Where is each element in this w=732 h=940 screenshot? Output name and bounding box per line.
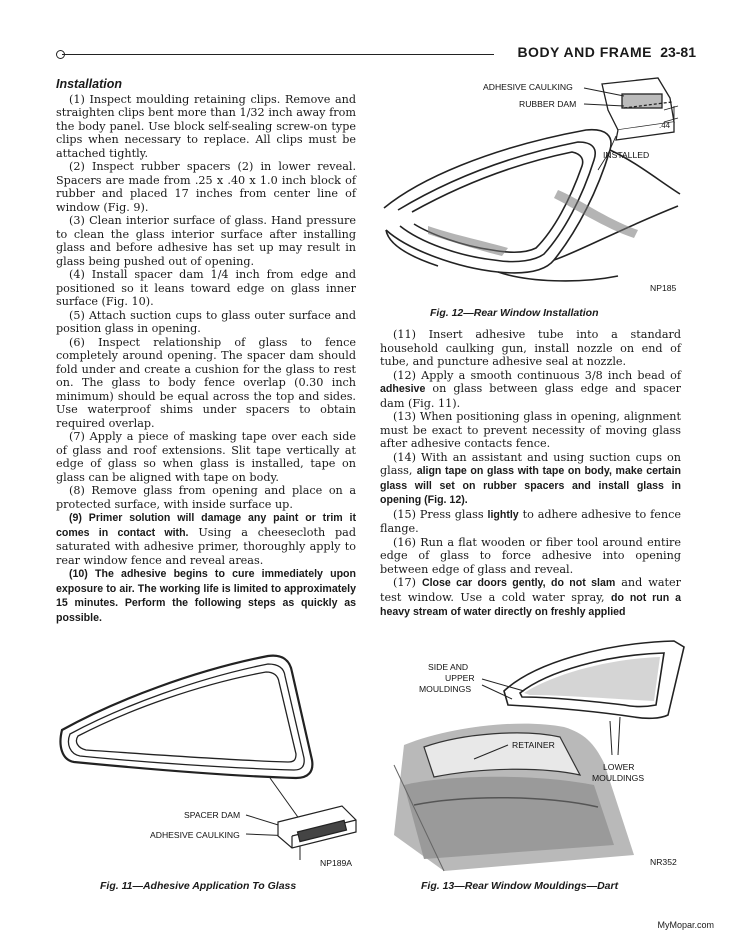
page-number: 23-81 bbox=[660, 44, 696, 60]
fig11-caption: Fig. 11—Adhesive Application To Glass bbox=[100, 880, 297, 892]
fig13-label-lower-1: LOWER bbox=[603, 762, 635, 772]
fig13-label-retainer: RETAINER bbox=[512, 740, 555, 750]
step-2: (2) Inspect rubber spacers (2) in lower reveal. Spacers are made from .25 x .40 x 1.0 inch block of rubber and placed 17 inches from center line of window (Fig. 9). bbox=[56, 160, 356, 214]
step-3: (3) Clean interior surface of glass. Hand pressure to clean the glass interior surface after installing glass and before adhesive has set up may result in glass being pushed out of opening. bbox=[56, 214, 356, 268]
step-9 bbox=[56, 511, 356, 567]
fig12-label-adhesive-caulking: ADHESIVE CAULKING bbox=[483, 82, 573, 92]
section-heading: Installation bbox=[56, 77, 122, 91]
svg-text:.44: .44 bbox=[659, 121, 671, 130]
fig13-label-side-2: UPPER bbox=[445, 673, 475, 683]
step-4: (4) Install spacer dam 1/4 inch from edge and positioned so it leans toward edge on glass inner surface (Fig. 10). bbox=[56, 268, 356, 308]
step-12-emphasis: adhesive bbox=[380, 383, 426, 395]
fig13-label-lower-2: MOULDINGS bbox=[592, 773, 645, 783]
step-15 bbox=[380, 508, 681, 536]
fig12-caption: Fig. 12—Rear Window Installation bbox=[430, 307, 599, 319]
step-16: (16) Run a flat wooden or fiber tool around entire edge of glass to force adhesive into opening between edge of glass and reveal. bbox=[380, 535, 681, 576]
step-13: (13) When positioning glass in opening, alignment must be exact to prevent necessity of moving glass after adhesive contacts fence. bbox=[380, 410, 681, 450]
fig11-illustration bbox=[56, 650, 376, 860]
fig12-code: NP185 bbox=[650, 283, 677, 293]
step-6: (6) Inspect relationship of glass to fence completely around opening. The spacer dam should fold under and create a cushion for the glass to rest on. The glass to body fence overlap (0.30 inch minimum) should be equal across the top and sides. Use waterproof shims under spacers to obtain required overlap. bbox=[56, 335, 356, 430]
step-15-emphasis: lightly bbox=[487, 508, 519, 521]
step-12-text-a: (12) Apply a smooth continuous 3/8 inch bead of bbox=[393, 368, 681, 382]
right-text-column bbox=[380, 328, 681, 620]
step-17-emphasis-b: do not run a heavy stream of water directly on freshly applied bbox=[380, 591, 681, 618]
step-10-warning: (10) The adhesive begins to cure immediately upon exposure to air. The working life is limited to approximately 15 minutes. Perform the following steps as quickly as possible. bbox=[56, 568, 356, 624]
step-5: (5) Attach suction cups to glass outer surface and position glass in opening. bbox=[56, 308, 356, 335]
section-title: BODY AND FRAME bbox=[517, 44, 652, 60]
step-14 bbox=[380, 451, 681, 508]
step-12-text-b: on glass between glass edge and spacer dam (Fig. 11). bbox=[380, 382, 681, 410]
step-17-text-b: and water test window. Use a cold water spray, bbox=[380, 576, 681, 604]
fig12-label-installed: INSTALLED bbox=[603, 150, 650, 160]
fig11-label-spacer-dam: SPACER DAM bbox=[184, 810, 241, 820]
step-17 bbox=[380, 576, 681, 620]
fig13-code: NR352 bbox=[650, 857, 677, 867]
step-14-text: (14) With an assistant and using suction cups on glass, bbox=[380, 450, 681, 477]
step-12 bbox=[380, 369, 681, 411]
step-8: (8) Remove glass from opening and place on a protected surface, with inside surface up. bbox=[56, 484, 356, 511]
step-1: (1) Inspect moulding retaining clips. Remove and straighten clips bent more than 1/32 inch away from the body panel. Use block self-sealing screw-on type clips when necessary to replace. All clips must be attached tightly. bbox=[56, 92, 356, 160]
fig11-label-adhesive-caulking: ADHESIVE CAULKING bbox=[150, 830, 240, 840]
header-rule bbox=[62, 54, 494, 55]
step-15-text-a: (15) Press glass bbox=[393, 507, 488, 521]
step-10 bbox=[56, 567, 356, 625]
fig12-label-rubber-dam: RUBBER DAM bbox=[519, 99, 577, 109]
fig11-code: NP189A bbox=[320, 858, 353, 868]
fig13-label-side-3: MOULDINGS bbox=[419, 684, 472, 694]
step-7: (7) Apply a piece of masking tape over each side of glass and roof extensions. Slit tape vertically at edge of glass so when glass is installed, tape on glass can be aligned with tape on body. bbox=[56, 430, 356, 484]
step-9-warning: (9) Primer solution will damage any paint or trim it comes in contact with. bbox=[56, 512, 356, 539]
step-14-emphasis: align tape on glass with tape on body, make certain glass will set on rubber spacers and install glass in opening (Fig. 12). bbox=[380, 465, 681, 506]
fig13-caption: Fig. 13—Rear Window Mouldings—Dart bbox=[421, 880, 619, 892]
left-text-column bbox=[56, 78, 356, 625]
step-11: (11) Insert adhesive tube into a standard household caulking gun, install nozzle on end of tube, and puncture adhesive seal at nozzle. bbox=[380, 328, 681, 368]
step-15-text-b: to adhere adhesive to fence flange. bbox=[380, 507, 681, 535]
step-17-text-a: (17) bbox=[393, 576, 422, 589]
step-9-text: Using a cheesecloth pad saturated with adhesive primer, thoroughly apply to rear window fence and reveal areas. bbox=[56, 525, 357, 567]
site-watermark: MyMopar.com bbox=[657, 920, 714, 930]
fig13-label-side-1: SIDE AND bbox=[428, 662, 469, 672]
step-17-emphasis-a: Close car doors gently, do not slam bbox=[421, 577, 616, 589]
